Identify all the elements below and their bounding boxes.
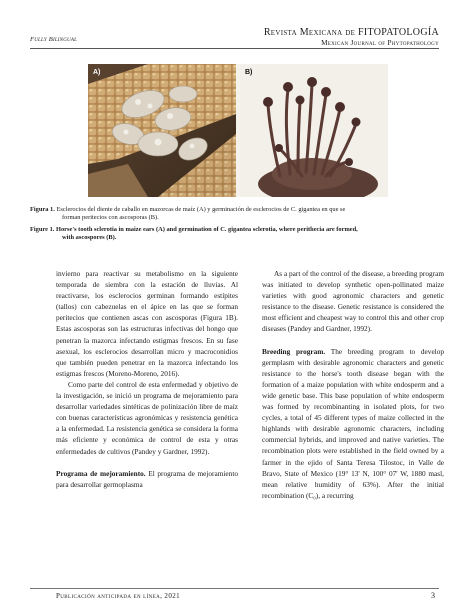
- section-run-head: Programa de mejoramiento.: [56, 468, 146, 478]
- caption-en-prefix: Figure 1.: [30, 225, 55, 233]
- running-author: Fully Bilingual: [30, 36, 78, 43]
- page-header: [0, 0, 475, 50]
- journal-title-en: Mexican Journal of Phytopathology: [321, 39, 439, 47]
- caption-es-line1: Esclerocios del diente de caballo en mazorcas de maíz (A) y germinación de esclerocios de C. gigantea en que se: [56, 206, 346, 213]
- section-run-head: Breeding program.: [262, 346, 326, 356]
- panel-a-label: A): [93, 69, 101, 76]
- caption-en-line1: Horse's tooth sclerotia in maize ears (A) and germination of C. gigantea sclerotia, where perithecia are formed,: [56, 225, 358, 233]
- paragraph-text: El programa de mejoramiento para desarrollar germoplasma: [56, 468, 238, 489]
- figure-1: [88, 64, 388, 197]
- paragraph: [262, 346, 444, 501]
- paragraph: [56, 468, 238, 490]
- caption-english: [30, 226, 440, 243]
- paragraph: invierno para reactivar su metabolismo en la siguiente temporada de siembra con la estación de lluvias. Al reactivarse, los esclerocios germinan formando estípites (tallos) con cabezuelas en el ápice en las que se forman peritecios que contienen ascas con ascosporas (Figura 1B). Estas ascosporas son las estructuras infectivas del hongo que penetran la mazorca infectando estigmas frescos. En su fase asexual, los esclerocios desarrollan micro y macroconidios que también pueden penetrar en la mazorca infectando los estigmas frescos (Moreno-Moreno, 2016).: [56, 269, 238, 378]
- journal-title-block: [264, 27, 439, 48]
- footer-publication-note: Publicación anticipada en línea, 2021: [56, 592, 181, 600]
- figure-panel-a: [88, 64, 236, 197]
- caption-spanish: [30, 206, 440, 223]
- caption-es-line2: forman peritecios con ascosporas (B).: [62, 214, 159, 222]
- caption-en-line2: with ascospores (B).: [62, 234, 117, 242]
- body-column-english: [262, 268, 444, 501]
- journal-title-es: Revista Mexicana de FITOPATOLOGÍA: [263, 27, 439, 38]
- panel-b-label: B): [245, 69, 253, 76]
- maize-ear-sclerotia-image: [88, 64, 236, 197]
- figure-captions: [30, 206, 440, 246]
- paragraph: Como parte del control de esta enfermedad y objetivo de la investigación, se inició un programa de mejoramiento para desarrollar variedades sintéticas de polinización libre de maíz con buenas características agronómicas y resistencia genética a la enfermedad. La resistencia genética se considera la forma más eficiente y económica de control de esta y otras enfermedades de cultivos (Pandey y Gardner, 1992).: [56, 379, 238, 456]
- body-column-spanish: [56, 268, 238, 490]
- paragraph-text: The breeding program to develop germplasm with desirable agronomic characters and genetic resistance to the horse's tooth disease began with the formation of a maize population with white endosperm and a wide genetic base. This base population of white endosperm was formed by recombinanting in isolated plots, for two cycles, a total of 45 different types of maize collected in the highlands with desirable agronomic characters, including commercial hybrids, and improved and native varieties. The recombination plots were established in the field owned by a farmer in the ejido of Santa Teresa Tilostoc, in Valle de Bravo, State of Mexico (19° 13' N, 100° 07' W, 1880 masl, mean relative humidity of 63%). After the initial recombination (C₀), a recurring: [262, 346, 445, 500]
- header-rule: [30, 48, 439, 49]
- germinated-sclerotia-image: [240, 64, 388, 197]
- figure-panel-b: [240, 64, 388, 197]
- page-number: 3: [431, 591, 435, 600]
- caption-es-prefix: Figura 1.: [30, 206, 55, 213]
- footer-rule: [30, 588, 439, 589]
- paragraph: As a part of the control of the disease, a breeding program was initiated to develop synthetic open-pollinated maize varieties with good agronomic characters and genetic resistance to the disease. Genetic resistance is considered the most efficient and cheapest way to control this and other crop diseases (Pandey and Gardner, 1992).: [262, 269, 444, 334]
